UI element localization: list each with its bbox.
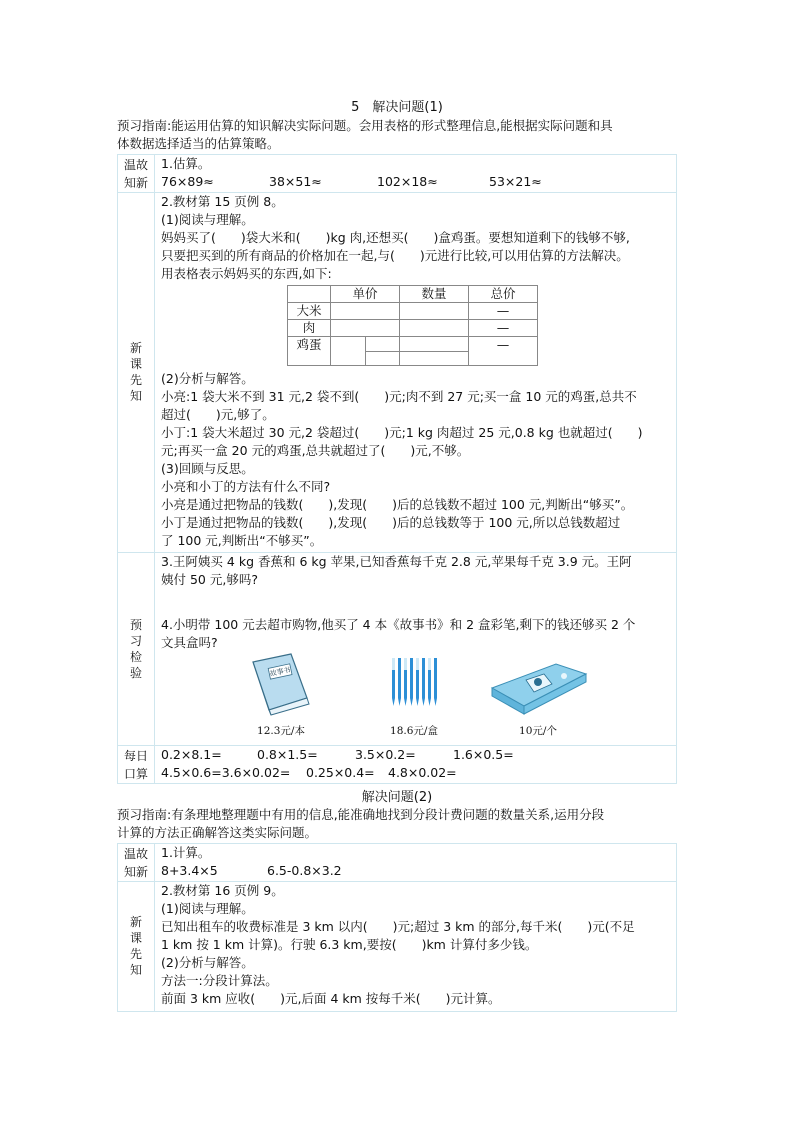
review-items	[161, 173, 672, 191]
section1-table	[117, 154, 677, 784]
new-lesson-content	[155, 882, 677, 1012]
text-line: (2)分析与解答。	[161, 955, 254, 970]
text-line: 了 100 元,判断出“不够买”。	[161, 533, 323, 548]
review-content	[155, 155, 677, 193]
guide-line: 体数据选择适当的估算策略。	[117, 136, 280, 151]
calc-item: 0.8×1.5=	[257, 747, 318, 762]
section2-table	[117, 843, 677, 1012]
product-images	[161, 658, 672, 740]
text-line: 2.教材第 16 页例 9。	[161, 883, 284, 898]
calc-item: 1.6×0.5=	[453, 747, 514, 762]
header-total: 总价	[469, 286, 538, 303]
calc-item: 3.5×0.2=	[355, 747, 416, 762]
text-line: 已知出租车的收费标准是 3 km 以内( )元;超过 3 km 的部分,每千米( )元(不足	[161, 919, 635, 934]
text-line: 妈妈买了( )袋大米和( )kg 肉,还想买( )盒鸡蛋。要想知道剩下的钱够不够,	[161, 230, 630, 245]
text-line: 前面 3 km 应收( )元,后面 4 km 按每千米( )元计算。	[161, 991, 501, 1006]
pencil-case-price: 10元/个	[519, 725, 557, 737]
svg-text:故事书: 故事书	[269, 665, 292, 679]
review-heading: 1.估算。	[161, 156, 211, 171]
storybook-item	[243, 652, 319, 740]
text-line: (2)分析与解答。	[161, 371, 254, 386]
new-lesson-label: 新课先知	[118, 193, 155, 553]
section1-title: 5 解决问题(1)	[351, 100, 443, 115]
daily-calc-content	[155, 746, 677, 784]
text-line: 超过( )元,够了。	[161, 407, 275, 422]
text-line: 小亮:1 袋大米不到 31 元,2 袋不到( )元;肉不到 27 元;买一盒 10 元的鸡蛋,总共不	[161, 389, 637, 404]
section2-guide	[117, 806, 677, 842]
text-line: 只要把买到的所有商品的价格加在一起,与( )元进行比较,可以用估算的方法解决。	[161, 248, 629, 263]
question-3-cont: 姨付 50 元,够吗?	[161, 572, 258, 587]
text-line: (1)阅读与理解。	[161, 212, 254, 227]
colored-pencils-icon	[389, 654, 439, 716]
estimate-item: 102×18≈	[377, 174, 438, 189]
question-4: 4.小明带 100 元去超市购物,他买了 4 本《故事书》和 2 盒彩笔,剩下的钱还够买 2 个	[161, 617, 636, 632]
daily-row-2	[161, 764, 672, 782]
question-4-cont: 文具盒吗?	[161, 635, 218, 650]
review-heading: 1.计算。	[161, 845, 211, 860]
text-line: (3)回顾与反思。	[161, 461, 254, 476]
guide-line: 计算的方法正确解答这类实际问题。	[117, 825, 318, 840]
row-meat: 肉	[288, 320, 331, 337]
estimate-item: 53×21≈	[489, 174, 542, 189]
guide-line: 预习指南:能运用估算的知识解决实际问题。会用表格的形式整理信息,能根据实际问题和具	[117, 118, 613, 133]
calc-item: 8+3.4×5	[161, 863, 218, 878]
text-line: 小亮和小丁的方法有什么不同?	[161, 479, 331, 494]
pencil-case-icon	[486, 658, 590, 716]
text-line: 用表格表示妈妈买的东西,如下:	[161, 266, 332, 281]
preview-check-label: 预习检验	[118, 553, 155, 746]
text-line: 小丁:1 袋大米超过 30 元,2 袋超过( )元;1 kg 肉超过 25 元,0.8 kg 也就超过( )	[161, 425, 643, 440]
row-eggs: 鸡蛋	[288, 337, 331, 366]
review-label: 温故知新	[118, 844, 155, 882]
section1-guide	[117, 117, 677, 153]
colored-pencils-item	[379, 654, 449, 740]
question-3: 3.王阿姨买 4 kg 香蕉和 6 kg 苹果,已知香蕉每千克 2.8 元,苹果每千克 3.9 元。王阿	[161, 554, 632, 569]
text-line: 2.教材第 15 页例 8。	[161, 194, 284, 209]
row-rice: 大米	[288, 303, 331, 320]
text-line: 小丁是通过把物品的钱数( ),发现( )后的总钱数等于 100 元,所以总钱数超过	[161, 515, 621, 530]
calc-item: 4.8×0.02=	[388, 765, 457, 780]
calc-item: 6.5-0.8×3.2	[267, 863, 342, 878]
pencils-price: 18.6元/盒	[390, 725, 438, 737]
header-unit-price: 单价	[331, 286, 400, 303]
calc-item: 0.2×8.1=	[161, 747, 222, 762]
estimate-item: 76×89≈	[161, 174, 214, 189]
new-lesson-label: 新课先知	[118, 882, 155, 1012]
estimate-item: 38×51≈	[269, 174, 322, 189]
calc-item: 4.5×0.6=3.6×0.02=	[161, 765, 291, 780]
header-quantity: 数量	[400, 286, 469, 303]
new-lesson-content	[155, 193, 677, 553]
review-label: 温故知新	[118, 155, 155, 193]
text-line: 小亮是通过把物品的钱数( ),发现( )后的总钱数不超过 100 元,判断出“够买”。	[161, 497, 634, 512]
storybook-icon	[249, 652, 313, 716]
shopping-table: 单价 数量 总价 大米 — 肉 — 鸡蛋 —	[287, 285, 538, 366]
preview-check-content	[155, 553, 677, 746]
text-line: 1 km 按 1 km 计算)。行驶 6.3 km,要按( )km 计算付多少钱。	[161, 937, 538, 952]
text-line: (1)阅读与理解。	[161, 901, 254, 916]
section2-title: 解决问题(2)	[361, 790, 433, 805]
review-content	[155, 844, 677, 882]
daily-row-1	[161, 746, 672, 764]
daily-calc-label: 每日口算	[118, 746, 155, 784]
text-line: 方法一:分段计算法。	[161, 973, 278, 988]
calc-item: 0.25×0.4=	[306, 765, 375, 780]
book-price: 12.3元/本	[257, 725, 305, 737]
guide-line: 预习指南:有条理地整理题中有用的信息,能准确地找到分段计费问题的数量关系,运用分段	[117, 807, 605, 822]
pencil-case-item	[483, 658, 593, 740]
text-line: 元;再买一盒 20 元的鸡蛋,总共就超过了( )元,不够。	[161, 443, 470, 458]
